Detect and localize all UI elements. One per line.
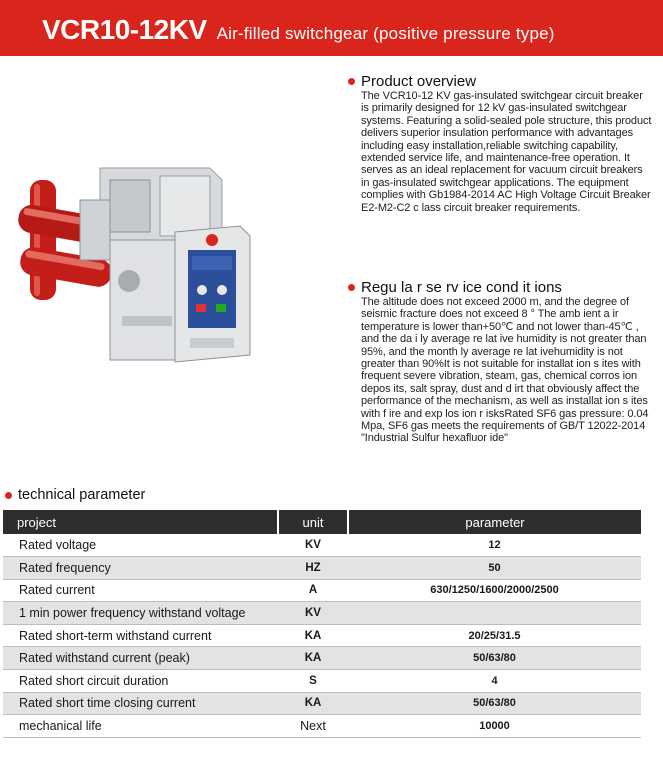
header-banner xyxy=(0,0,663,56)
row-unit: KV xyxy=(278,602,348,625)
service-conditions-title: Regu la r se rv ice cond it ions xyxy=(361,279,562,296)
row-project: Rated withstand current (peak) xyxy=(3,647,278,670)
row-parameter xyxy=(348,602,641,625)
row-project: Rated short time closing current xyxy=(3,692,278,715)
row-unit: HZ xyxy=(278,557,348,580)
product-overview-text: The VCR10-12 KV gas-insulated switchgear circuit breaker is primarily designed for 12 kV gas-insulated switchgear systems. Featuring a solid-sealed pole structure, this product delivers superior insulation performance with advantages including easy installation,reliable switching capability, extended service life, and maintenance-free operation. It serves as an ideal replacement for vacuum circuit breakers in gas-insulated switchgear applications. The equipment complies with Gb1984-2014 AC High Voltage Circuit Breaker E2-M2-C2 c lass circuit breaker requirements. xyxy=(361,90,652,214)
table-row xyxy=(3,692,641,715)
header-project: project xyxy=(3,510,278,534)
row-parameter: 50/63/80 xyxy=(348,692,641,715)
row-unit: Next xyxy=(278,715,348,738)
product-overview-section xyxy=(348,73,653,214)
row-unit: KV xyxy=(278,534,348,557)
service-conditions-text: The altitude does not exceed 2000 m, and the degree of seismic fracture does not exceed 8 ° The amb ient a ir temperature is lower than+50℃ and not lower than-45℃ , and the da i ly average re lat ive humidity is not greater than 95%, and the month ly average re lat ivehumidity is not greater than 90%It is not suitable for installat ion s ites with frequent severe vibration, steam, gas, chemical corros ion depos its, salt spray, dust and d irt that obviously affect the performance of the mechanism, as well as installat ion s ites with f ire and exp los ion r isksRated SF6 gas pressure: 0.04 Mpa, SF6 gas meets the requirements of GB/T 12022-2014 "Industrial Sulfur hexafluor ide" xyxy=(361,296,649,445)
table-row xyxy=(3,647,641,670)
table-row xyxy=(3,557,641,580)
row-parameter: 10000 xyxy=(348,715,641,738)
service-conditions-heading xyxy=(348,279,653,296)
service-conditions-section xyxy=(348,279,653,445)
row-parameter: 20/25/31.5 xyxy=(348,624,641,647)
row-parameter: 50/63/80 xyxy=(348,647,641,670)
circuit-breaker-image xyxy=(10,140,285,375)
row-unit: KA xyxy=(278,624,348,647)
header-parameter: parameter xyxy=(348,510,641,534)
technical-parameter-table xyxy=(3,510,641,738)
row-project: Rated frequency xyxy=(3,557,278,580)
table-header-row xyxy=(3,510,641,534)
row-project: 1 min power frequency withstand voltage xyxy=(3,602,278,625)
red-bullet-icon xyxy=(5,492,12,499)
header-unit: unit xyxy=(278,510,348,534)
row-unit: KA xyxy=(278,692,348,715)
model-title: VCR10-12KV xyxy=(42,14,207,45)
row-project: Rated voltage xyxy=(3,534,278,557)
table-row xyxy=(3,715,641,738)
row-unit: S xyxy=(278,670,348,693)
table-row xyxy=(3,579,641,602)
row-unit: KA xyxy=(278,647,348,670)
row-project: Rated short circuit duration xyxy=(3,670,278,693)
row-project: Rated current xyxy=(3,579,278,602)
product-overview-heading xyxy=(348,73,653,90)
row-unit: A xyxy=(278,579,348,602)
red-bullet-icon xyxy=(348,78,355,85)
table-row xyxy=(3,534,641,557)
row-parameter: 4 xyxy=(348,670,641,693)
red-bullet-icon xyxy=(348,284,355,291)
table-row xyxy=(3,602,641,625)
row-project: Rated short-term withstand current xyxy=(3,624,278,647)
table-row xyxy=(3,670,641,693)
row-project: mechanical life xyxy=(3,715,278,738)
product-overview-title: Product overview xyxy=(361,73,477,90)
row-parameter: 50 xyxy=(348,557,641,580)
row-parameter: 12 xyxy=(348,534,641,557)
front-panel xyxy=(175,226,250,362)
row-parameter: 630/1250/1600/2000/2500 xyxy=(348,579,641,602)
technical-parameter-heading xyxy=(5,487,145,503)
table-row xyxy=(3,624,641,647)
model-subtitle: Air-filled switchgear (positive pressure type) xyxy=(216,24,555,43)
technical-parameter-title: technical parameter xyxy=(18,487,146,503)
